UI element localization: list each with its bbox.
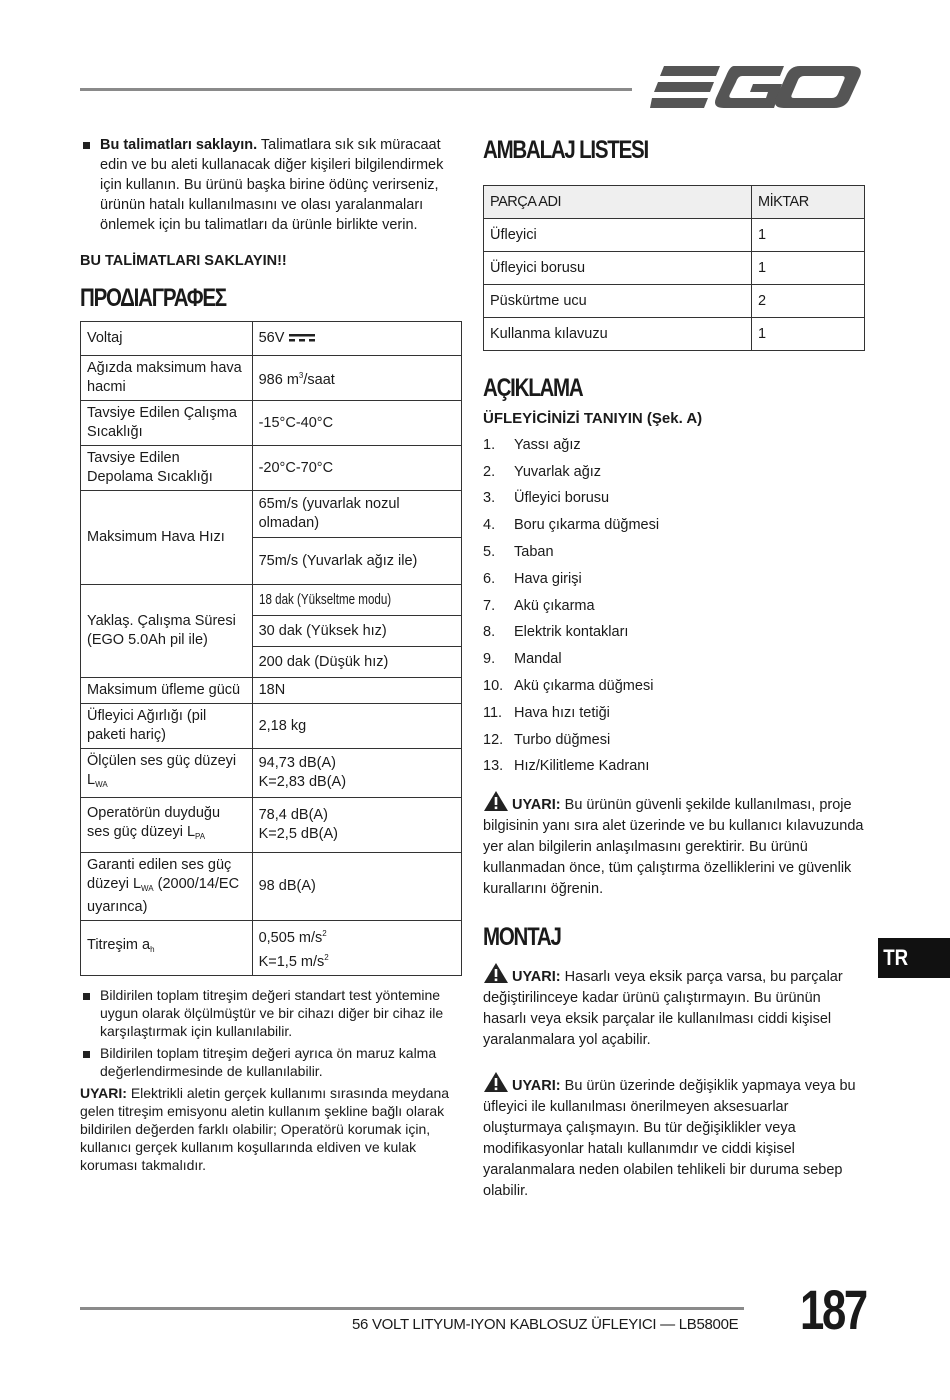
table-row: Kullanma kılavuzu 1 — [484, 318, 865, 351]
table-row: Titreşim $a_h$ 0,505 $m/s^2$ K=1,5 $m/s^2$ — [81, 921, 462, 976]
spec-heading: ΠΡΟΔΙΑΓΡΑΦΕΣ — [80, 284, 226, 312]
table-row: 200 dak (Düşük hız) — [81, 647, 462, 678]
list-item: 11. Hava hızı tetiği — [483, 704, 610, 721]
note-vibration-1: Bildirilen toplam titreşim değeri standart test yöntemine uygun olarak ölçülmüştür ve bir cihazı diğer bir cihaz ile karşılaştırmak için kullanılabilir. — [80, 986, 462, 1040]
table-row: Tavsiye Edilen Çalışma Sıcaklığı -15°C-40°C — [81, 401, 462, 446]
assembly-heading: MONTAJ — [483, 923, 561, 952]
list-item: 12. Turbo düğmesi — [483, 731, 611, 748]
table-row: Maksimum Hava Hızı 65m/s (yuvarlak nozul olmadan) — [81, 491, 462, 538]
left-column — [80, 135, 462, 1174]
list-item: 3. Üfleyici borusu — [483, 490, 610, 507]
language-tab: TR — [878, 938, 950, 978]
intro-paragraph: Bu talimatları saklayın. Talimatlara sık sık müracaat edin ve bu aleti kullanacak diğer kişileri bilgilendirmek için kullanın. Bu ürünü başka birine ödünç verirseniz, ürünün hatalı kullanılmasını ve olası yaralanmaları önlemek için bu talimatları da ürünle birlikte verin. — [80, 135, 462, 235]
assembly-warning-modify: UYARI: Bu ürün üzerinde değişiklik yapmaya veya bu üfleyici ile kullanılması önerilmeyen aksesuarlar oluşturmaya çalışmayın. Bu tür değişiklikler veya modifikasyonlar hatalı kullanımdır ve ciddi kişisel yaralanmalara neden olabilen tehlikeli bir duruma sebep olabilir. — [483, 1071, 865, 1202]
warning-triangle-icon — [483, 1071, 509, 1093]
list-item: 7. Akü çıkarma — [483, 597, 595, 614]
table-row: Operatörün duyduğu ses güç düzeyi $L_{PA}$ 78,4 dB(A) K=2,5 dB(A) — [81, 798, 462, 853]
table-row: Tavsiye Edilen Depolama Sıcaklığı -20°C-70°C — [81, 446, 462, 491]
note-vibration-2: Bildirilen toplam titreşim değeri ayrıca ön maruz kalma değerlendirmesinde de kullanılabilir. — [80, 1044, 462, 1080]
pack-heading: AMBALAJ LISTESI — [483, 136, 648, 164]
parts-list — [483, 432, 865, 780]
spec-table — [80, 321, 462, 976]
list-item: 5. Taban — [483, 544, 554, 561]
list-item: 6. Hava girişi — [483, 570, 582, 587]
list-item: 1. Yassı ağız — [483, 436, 581, 453]
safety-warning: UYARI: Bu ürünün güvenli şekilde kullanılması, proje bilgisinin yanı sıra alet üzerinde ve bu kullanıcı kılavuzunda yer alan bilgilerin anlaşılmasını gerektirir. Bu ürünü kullanmadan önce, tüm çalıştırma özelliklerini ve güvenlik kurallarını öğrenin. — [483, 790, 865, 900]
pack-table — [483, 185, 865, 351]
table-row: Maksimum üfleme gücü 18N — [81, 678, 462, 704]
list-item: 13. Hız/Kilitleme Kadranı — [483, 758, 650, 775]
dc-symbol-icon — [288, 333, 316, 343]
footer-title: 56 VOLT LITYUM-IYON KABLOSUZ ÜFLEYICI — LB5800E — [352, 1316, 739, 1333]
warning-triangle-icon — [483, 790, 509, 812]
table-row: Püskürtme ucu 2 — [484, 285, 865, 318]
table-row: Voltaj 56V — [81, 322, 462, 356]
table-row: Üfleyici Ağırlığı (pil paketi hariç) 2,18 kg — [81, 704, 462, 749]
save-heading: BU TALİMATLARI SAKLAYIN!! — [80, 253, 287, 269]
know-your-blower-heading: ÜFLEYİCİNİZİ TANIYIN (Şek. A) — [483, 410, 703, 427]
table-row: 75m/s (Yuvarlak ağız ile) — [81, 538, 462, 585]
page-number: 187 — [800, 1278, 866, 1341]
list-item: 4. Boru çıkarma düğmesi — [483, 517, 660, 534]
table-row: Ağızda maksimum hava hacmi 986 $m^3$/saat — [81, 356, 462, 401]
warning-triangle-icon — [483, 962, 509, 984]
table-row: 30 dak (Yüksek hız) — [81, 616, 462, 647]
ego-logo — [650, 62, 862, 112]
vibration-warning: UYARI: Elektrikli aletin gerçek kullanımı sırasında meydana gelen titreşim emisyonu aletin kullanım şekline bağlı olarak bildirilen değerden farklı olabilir; Operatörü korumak için, kullanıcı gerçek kullanım koşullarında eldiven ve kulak koruması takmalıdır. — [80, 1084, 450, 1173]
table-row: Ölçülen ses güç düzeyi $L_{WA}$ 94,73 dB(A) K=2,83 dB(A) — [81, 749, 462, 798]
table-row: Üfleyici borusu 1 — [484, 252, 865, 285]
list-item: 10. Akü çıkarma düğmesi — [483, 678, 654, 695]
list-item: 2. Yuvarlak ağız — [483, 463, 602, 480]
table-header-row: PARÇA ADI MİKTAR — [484, 186, 865, 219]
list-item: 8. Elektrik kontakları — [483, 624, 629, 641]
table-row: Üfleyici 1 — [484, 219, 865, 252]
table-row: Garanti edilen ses güç düzeyi $L_{WA}$ (2000/14/EC uyarınca) 98 dB(A) — [81, 853, 462, 921]
footer-rule — [80, 1307, 744, 1310]
header-rule — [80, 88, 632, 91]
list-item: 9. Mandal — [483, 651, 562, 668]
assembly-warning-damaged: UYARI: Hasarlı veya eksik parça varsa, bu parçalar değiştirilinceye kadar ürünü çalıştırmayın. Bu ürünün hasarlı veya eksik parçalar ile kullanılması ciddi kişisel yaralanmalara yol açabilir. — [483, 962, 865, 1051]
description-heading: AÇIKLAMA — [483, 374, 583, 402]
right-column — [483, 135, 865, 1202]
table-row: Yaklaş. Çalışma Süresi (EGO 5.0Ah pil ile) 18 dak (Yükseltme modu) — [81, 585, 462, 616]
